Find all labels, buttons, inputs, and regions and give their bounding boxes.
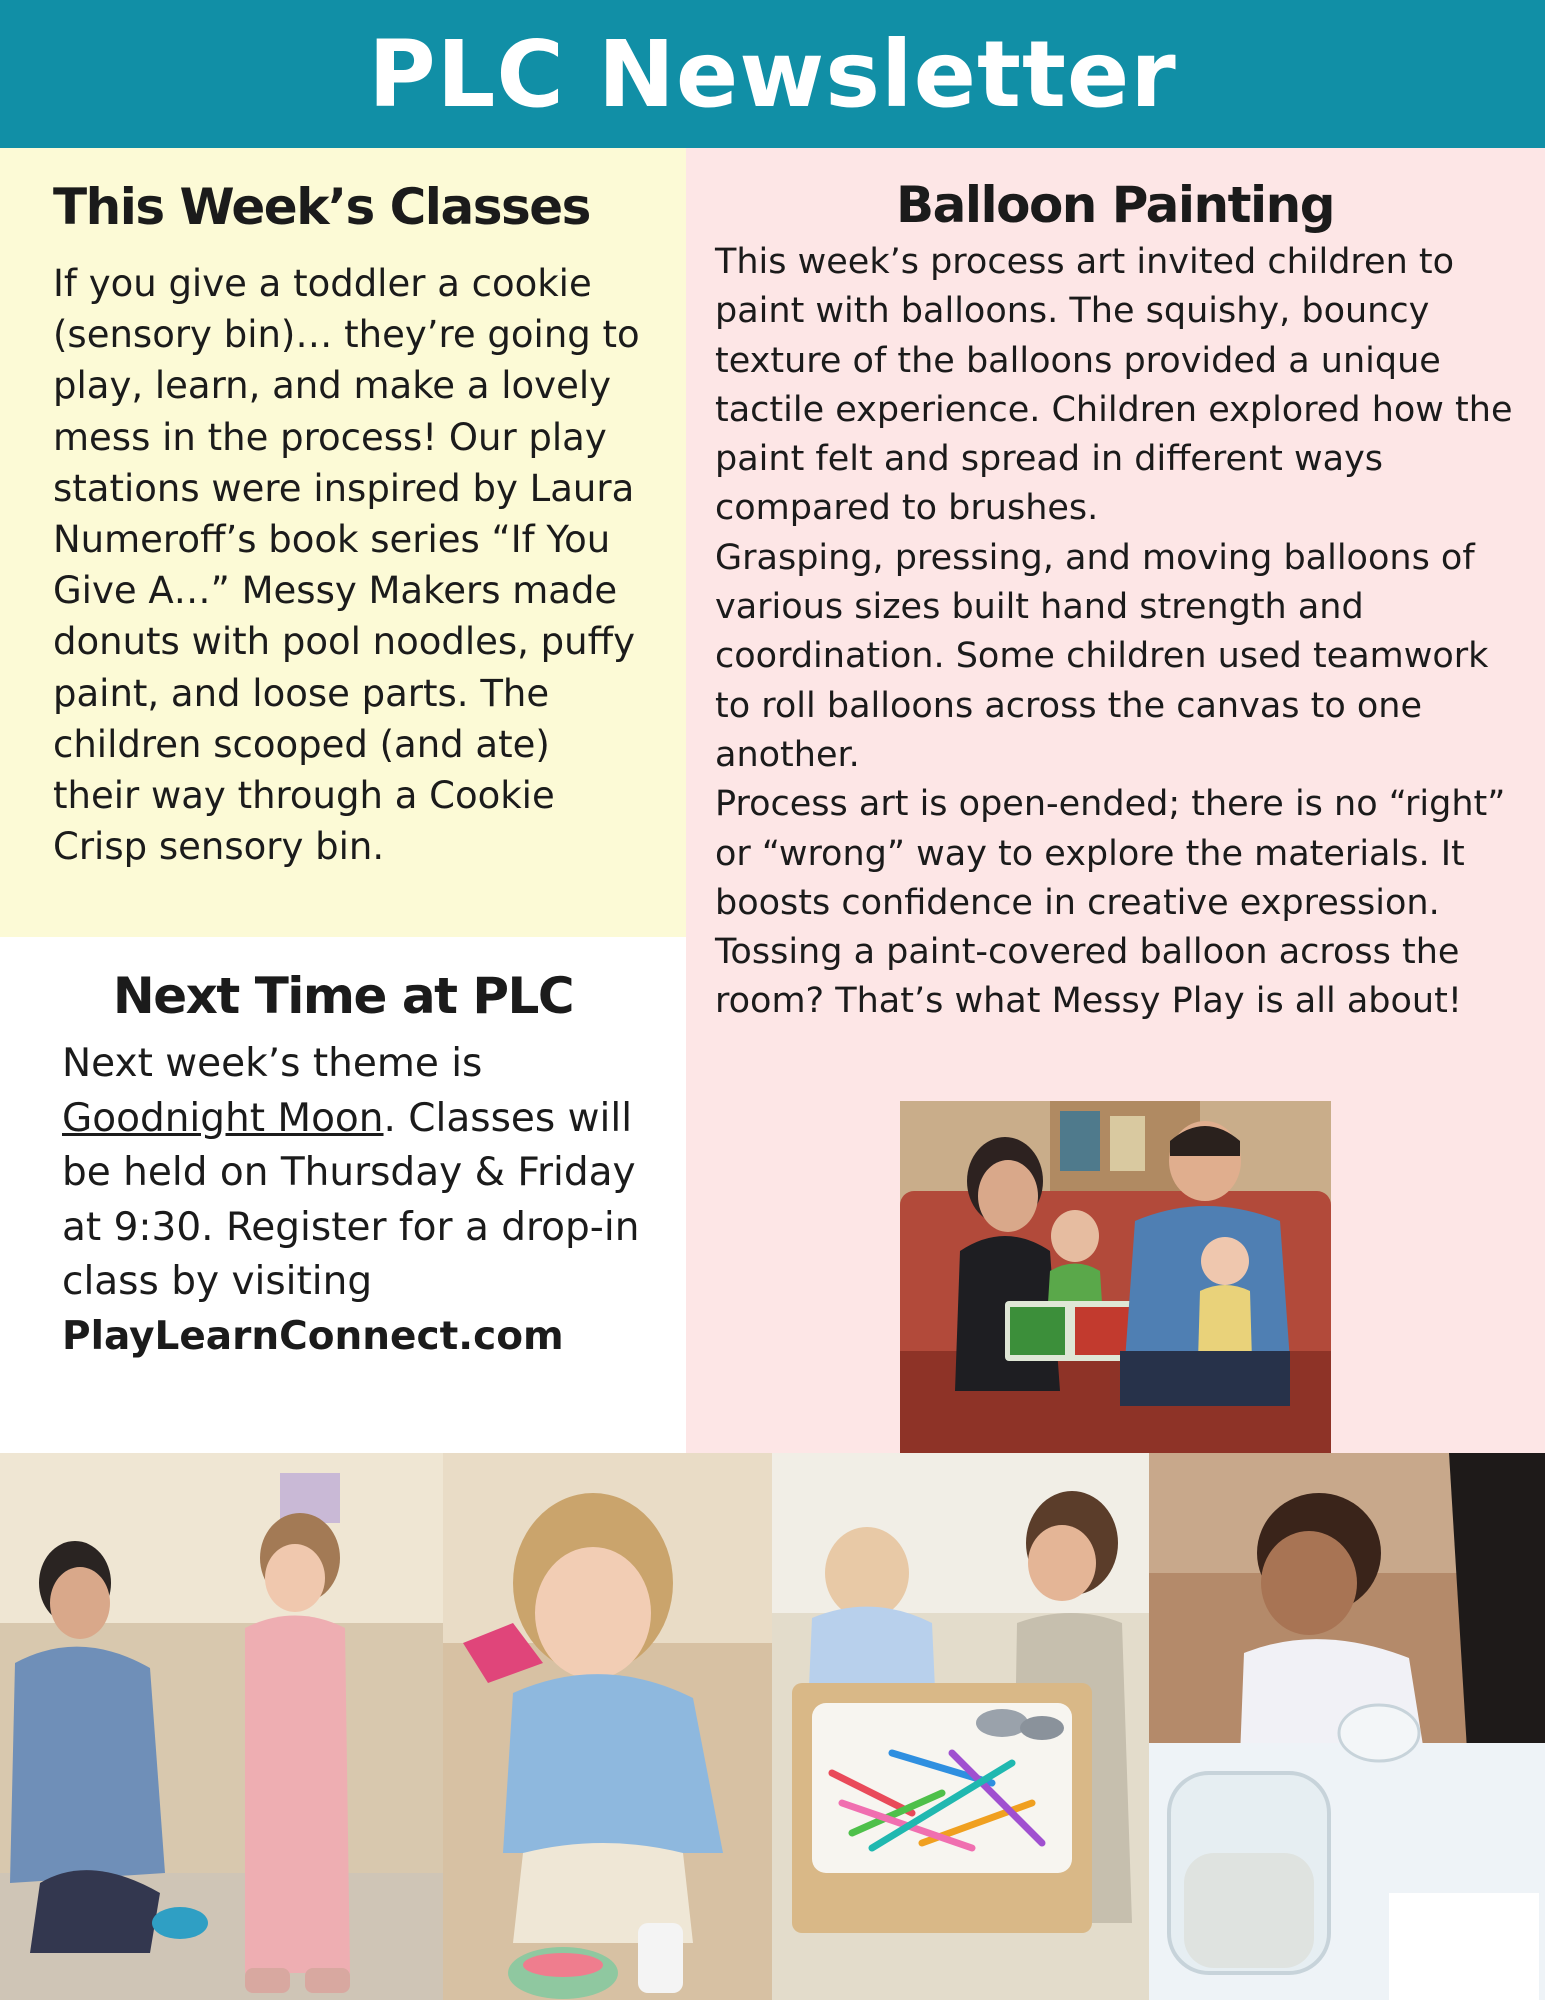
next-time-body bbox=[62, 1037, 646, 1364]
next-time-text-before: Next week’s theme is bbox=[62, 1041, 483, 1086]
balloon-paragraph-2: Grasping, pressing, and moving balloons of various sizes built hand strength and coordination. Some children used teamwork to roll balloons across the canvas to one another. bbox=[715, 537, 1489, 775]
next-time-section bbox=[0, 937, 686, 1453]
this-week-title: This Week’s Classes bbox=[53, 178, 590, 236]
balloon-paragraph-3: Process art is open-ended; there is no “right” or “wrong” way to explore the materials. It boosts confidence in creative expression. Tossing a paint-covered balloon across the room? That’s what Messy Play is all about! bbox=[715, 784, 1506, 1022]
website-link[interactable]: PlayLearnConnect.com bbox=[62, 1313, 564, 1359]
sensory-table-photo bbox=[772, 1453, 1149, 2000]
child-with-caregiver-photo bbox=[0, 1453, 443, 2000]
this-week-section bbox=[0, 148, 686, 937]
family-reading-photo bbox=[900, 1101, 1331, 1453]
next-time-text-after: . Classes will be held on Thursday & Friday at 9:30. Register for a drop-in class by visiting bbox=[62, 1095, 640, 1304]
child-pouring-photo bbox=[1149, 1453, 1545, 2000]
balloon-title: Balloon Painting bbox=[895, 176, 1335, 234]
child-scooping-photo bbox=[443, 1453, 772, 2000]
next-time-title: Next Time at PLC bbox=[112, 967, 574, 1025]
theme-link[interactable]: Goodnight Moon bbox=[62, 1095, 384, 1141]
newsletter-header bbox=[0, 0, 1545, 148]
this-week-body: If you give a toddler a cookie (sensory bin)… they’re going to play, learn, and make a lovely mess in the process! Our play stations were inspired by Laura Numeroff’s book series “If You Give A…” Messy Makers made donuts with pool noodles, puffy paint, and loose parts. The children scooped (and ate) their way through a Cookie Crisp sensory bin. bbox=[53, 262, 640, 869]
balloon-paragraph-1: This week’s process art invited children to paint with balloons. The squishy, bouncy texture of the balloons provided a unique tactile experience. Children explored how the paint felt and spread in different ways compared to brushes. bbox=[715, 242, 1513, 529]
newsletter-title: PLC Newsletter bbox=[368, 20, 1177, 128]
